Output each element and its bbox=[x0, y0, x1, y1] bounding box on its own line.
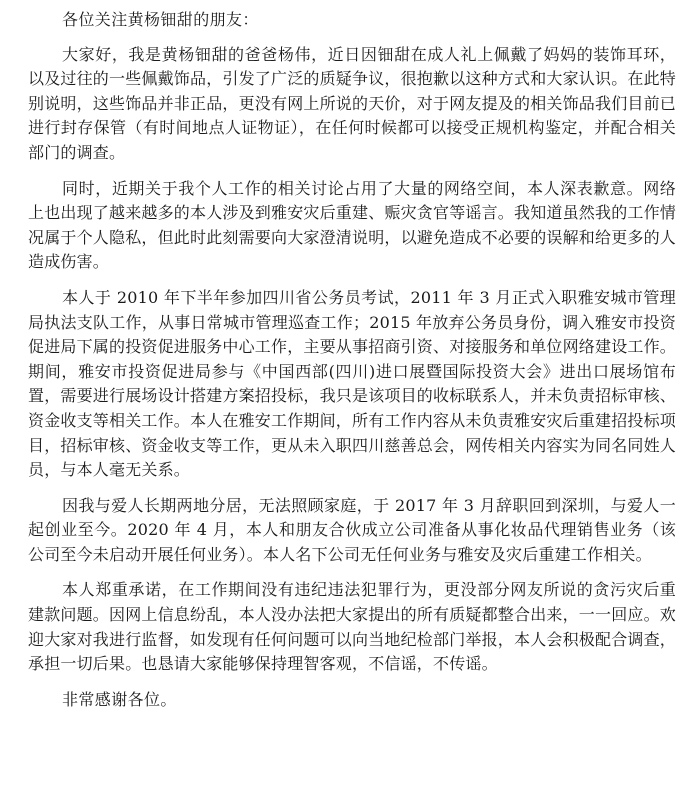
paragraph-resignation-business: 因我与爱人长期两地分居，无法照顾家庭，于 2017 年 3 月辞职回到深圳，与爱人一起创业至今。2020 年 4 月，本人和朋友合伙成立公司准备从事化妆品代理销售业务（该公司至今未启动开展任何业务）。本人名下公司无任何业务与雅安及灾后重建工作相关。 bbox=[28, 495, 676, 564]
paragraph-apology-rumors: 同时，近期关于我个人工作的相关讨论占用了大量的网络空间，本人深表歉意。网络上也出现了越来越多的本人涉及到雅安灾后重建、赈灾贪官等谣言。我知道虽然我的工作情况属于个人隐私，但此时此刻需要向大家澄清说明，以避免造成不必要的误解和给更多的人造成伤害。 bbox=[28, 178, 677, 272]
closing-line: 非常感谢各位。 bbox=[62, 689, 177, 709]
paragraph-work-history: 本人于 2010 年下半年参加四川省公务员考试，2011 年 3 月正式入职雅安城市管理局执法支队工作，从事日常城市管理巡查工作；2015 年放弃公务员身份，调入雅安市投资促进局下属的投资促进服务中心工作，主要从事招商引资、对接服务和单位网络建设工作。期间，雅安市投资促进局参与《中国西部(四川)进口展暨国际投资大会》进出口展场馆布置，需要进行展场设计搭建方案招投标，我只是该项目的收标联系人，并未负责招标审核、资金收支等相关工作。本人在雅安工作期间，所有工作内容从未负责雅安灾后重建招投标项目，招标审核、资金收支等工作，更从未入职四川慈善总会，网传相关内容实为同名同姓人员，与本人毫无关系。 bbox=[28, 287, 677, 480]
paragraph-jewelry-explanation: 大家好，我是黄杨钿甜的爸爸杨伟，近日因钿甜在成人礼上佩戴了妈妈的装饰耳环，以及过往的一些佩戴饰品，引发了广泛的质疑争议，很抱歉以这种方式和大家认识。在此特别说明，这些饰品并非正品，更没有网上所说的天价，对于网友提及的相关饰品我们目前已进行封存保管（有时间地点人证物证），在任何时候都可以接受正规机构鉴定，并配合相关部门的调查。 bbox=[28, 44, 677, 162]
salutation: 各位关注黄杨钿甜的朋友： bbox=[62, 10, 259, 29]
paragraph-commitment: 本人郑重承诺，在工作期间没有违纪违法犯罪行为，更没部分网友所说的贪污灾后重建款问题。因网上信息纷乱，本人没办法把大家提出的所有质疑都整合出来，一一回应。欢迎大家对我进行监督，如发现有任何问题可以向当地纪检部门举报，本人会积极配合调查，承担一切后果。也恳请大家能够保持理智客观，不信谣，不传谣。 bbox=[28, 580, 677, 674]
